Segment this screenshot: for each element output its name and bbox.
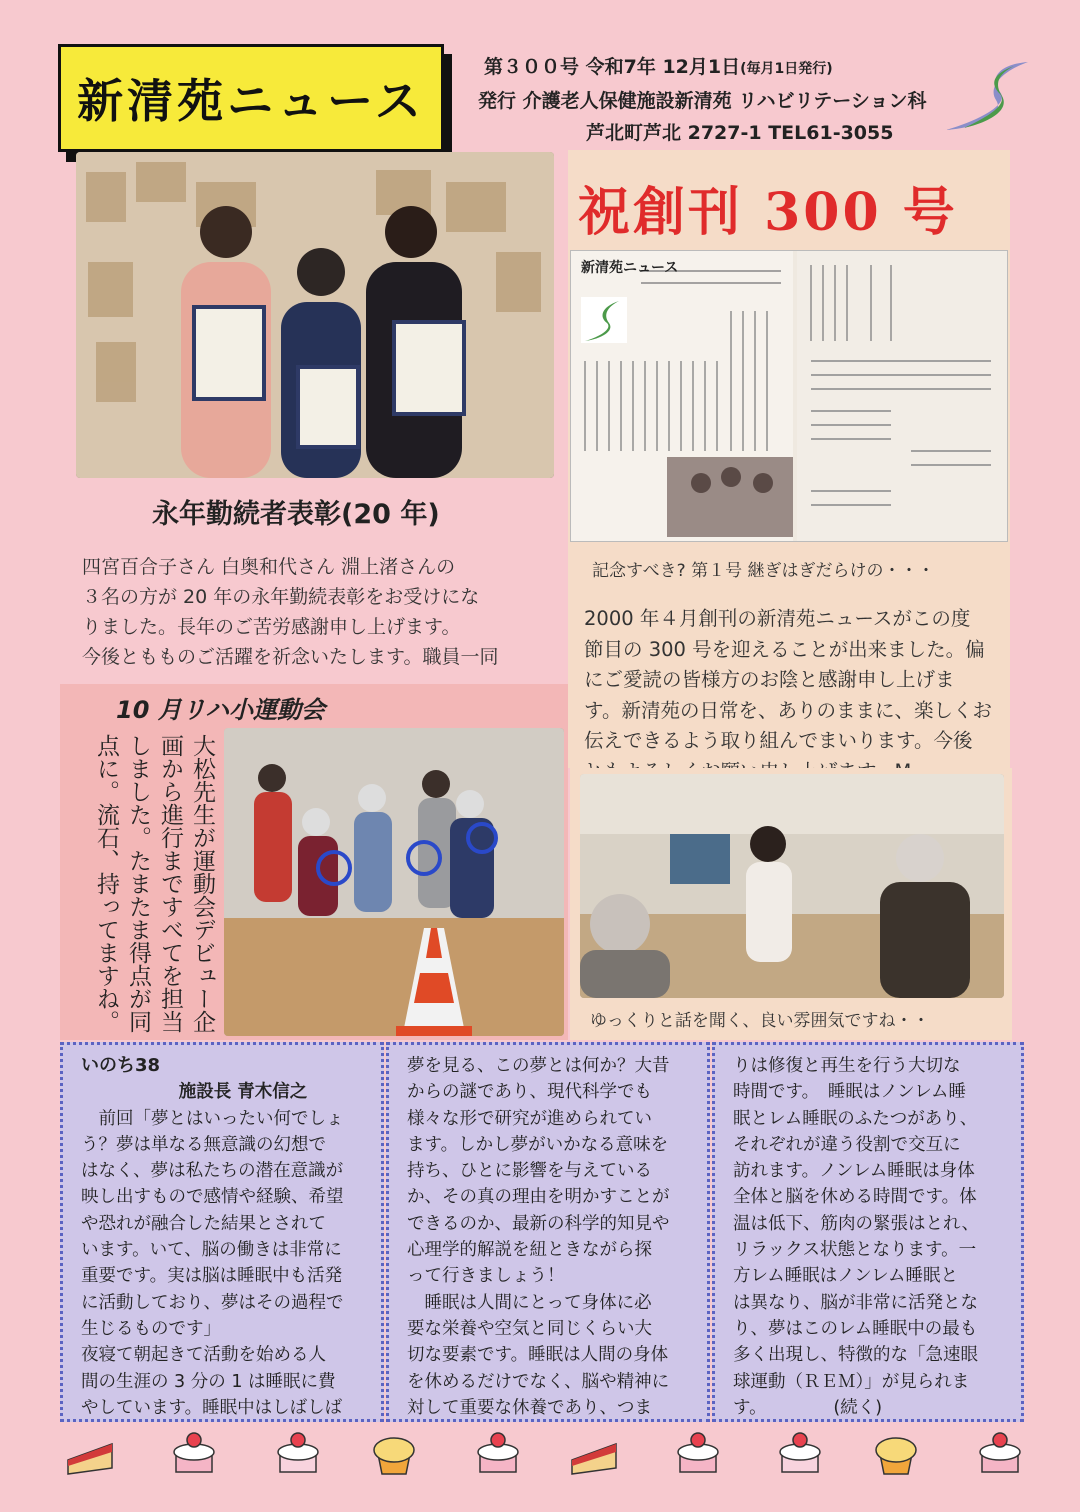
shinseien-logo-icon: [940, 58, 1032, 138]
issue-number-date: 第３００号 令和7年 12月1日(毎月1日発行): [484, 56, 833, 78]
sports-day-title: 10 月リハ小運動会: [116, 696, 326, 724]
masthead: [58, 44, 456, 164]
scan-header: 新清苑ニュース: [581, 260, 679, 276]
sports-day-photo: [224, 728, 564, 1036]
chat-caption: ゆっくりと話を聞く、良い雰囲気ですね・・: [590, 1011, 930, 1031]
cake-slice-icon: [566, 1424, 622, 1480]
anniversary-title: 祝創刊 300 号: [578, 182, 958, 243]
first-issue-caption: 記念すべき? 第１号 継ぎはぎだらけの・・・: [592, 561, 935, 581]
chat-photo: [580, 774, 1004, 998]
column-box-1: いのち38 施設長 青木信之 前回「夢とはいったい何でしょ う？夢は単なる無意識の幻想で はなく、夢は私たちの潜在意識が 映し出すもので感情や経験、希望 や恐れが融合した結果とされて います。いて、脳の働きは非常に 重要です。実は脳は睡眠中も活発 に活動しており、夢はその過程で 生じるものです」 夜寝て朝起きて活動を始める人 間の生涯の 3 分の 1 は睡眠に費 やしています。睡眠中はしばしば: [60, 1042, 384, 1422]
publisher-line: 発行 介護老人保健施設新清苑 リハビリテーション科: [478, 90, 927, 112]
cupcake-icon: [470, 1424, 526, 1480]
column-heading: いのち38: [81, 1055, 161, 1076]
column-box-2: 夢を見る、この夢とは何か？大昔 からの謎であり、現代科学でも 様々な形で研究が進められてい ます。しかし夢がいかなる意味を 持ち、ひとに影響を与えている か、その真の理由を明かすことが できるのか、最新の科学的知見や 心理学的解説を紐ときながら探 って行きましょう！ 睡眠は人間にとって身体に必 要な栄養や空気と同じくらい大 切な要素です。睡眠は人間の身体 を休めるだけでなく、脳や精神に 対して重要な休養であり、つま: [386, 1042, 710, 1422]
cupcake-icon: [270, 1424, 326, 1480]
cake-slice-icon: [62, 1424, 118, 1480]
muffin-icon: [366, 1424, 422, 1480]
column-box-3: りは修復と再生を行う大切な 時間です。 睡眠はノンレム睡 眠とレム睡眠のふたつがあり、 それぞれが違う役割で交互に 訪れます。ノンレム睡眠は身体 全体と脳を休める時間です。体 温は低下、筋肉の緊張はとれ、 リラックス状態となります。一 方レム睡眠はノンレム睡眠と は異なり、脳が非常に活発とな り、夢はこのレム睡眠中の最も 多く出現し、特徴的な「急速眼 球運動（ＲＥＭ）」が見られま す。 (続く): [712, 1042, 1024, 1422]
award-text: 四宮百合子さん 白奥和代さん 淵上渚さんの ３名の方が 20 年の永年勤続表彰をお受けにな りました。長年のご苦労感謝申し上げます。 今後ともものご活躍を祈念いたします。職員一同: [82, 556, 499, 668]
award-photo: [76, 152, 554, 478]
sports-day-text: 大松先生が運動会デビュー企画から進行まですべてを担当しました。たまたま得点が同点に。流石、持ってますね。: [93, 734, 215, 1033]
cupcake-icon: [772, 1424, 828, 1480]
newsletter-title: 新清苑ニュース: [77, 74, 425, 128]
cupcake-icon: [166, 1424, 222, 1480]
first-issue-image: [570, 250, 1008, 542]
column-author: 施設長 青木信之: [178, 1082, 308, 1103]
anniversary-text: 2000 年４月創刊の新清苑ニュースがこの度 節目の 300 号を迎えることが出来ました。偏 にご愛読の皆様方のお陰と感謝申し上げま す。新清苑の日常を、ありのままに、楽しくお 伝えできるよう取り組んでまいります。今後: [584, 607, 992, 752]
cupcake-icon: [670, 1424, 726, 1480]
award-title: 永年勤続者表彰(20 年): [152, 499, 440, 530]
address-line: 芦北町芦北 2727-1 TEL61-3055: [586, 122, 894, 144]
muffin-icon: [868, 1424, 924, 1480]
cupcake-icon: [972, 1424, 1028, 1480]
